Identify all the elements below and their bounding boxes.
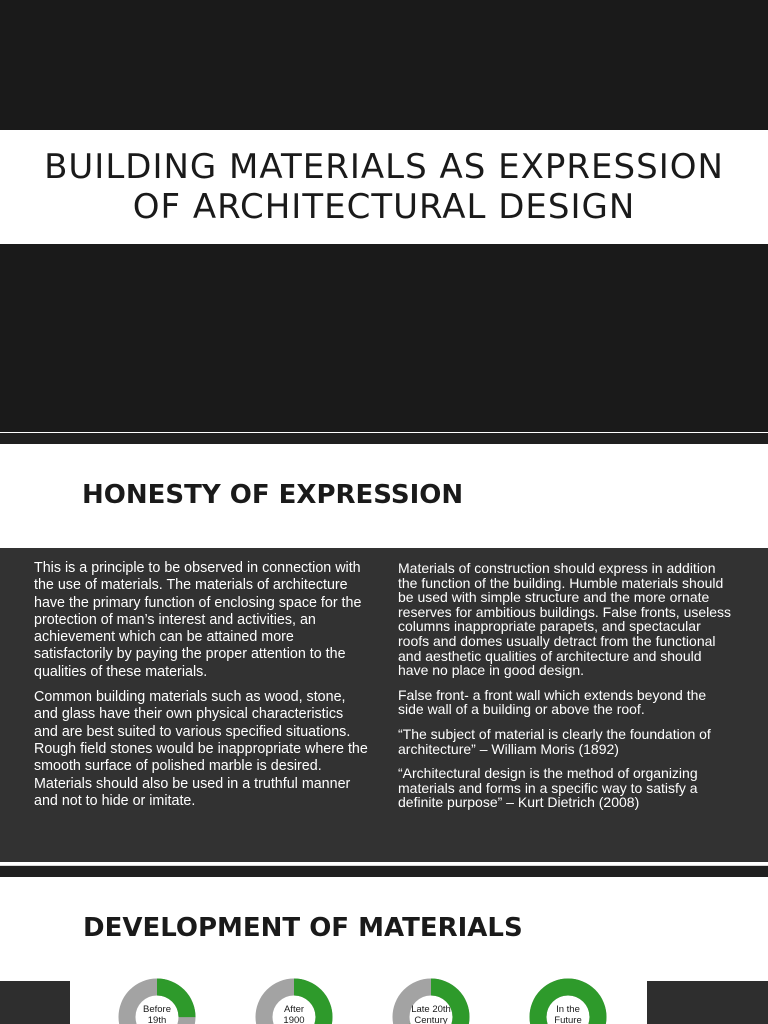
development-slide <box>0 877 768 1024</box>
content-panel <box>0 548 768 862</box>
donut-label <box>254 1004 334 1024</box>
side-panel-left <box>0 981 70 1024</box>
donut-label <box>117 1004 197 1024</box>
donut-in-the-future <box>528 977 608 1024</box>
slide-gap <box>0 866 768 877</box>
title-line-1: BUILDING MATERIALS AS EXPRESSION <box>44 147 724 187</box>
donut-label <box>391 1004 471 1024</box>
donut-before-19th <box>117 977 197 1024</box>
slide-title <box>44 147 724 227</box>
donut-label <box>528 1004 608 1024</box>
side-panel-right <box>647 981 768 1024</box>
quote: “The subject of material is clearly the foundation of architecture” – William Moris (1892) <box>398 725 711 757</box>
title-band <box>0 130 768 244</box>
label-line-1: After <box>283 1004 305 1015</box>
honesty-slide <box>0 444 768 866</box>
label-line-2: 19th <box>147 1015 167 1024</box>
right-column <box>398 561 734 820</box>
label-line-1: In the <box>556 1004 580 1015</box>
slide-heading: DEVELOPMENT OF MATERIALS <box>83 913 523 943</box>
label-line-2: Century <box>414 1015 448 1024</box>
paragraph: Materials of construction should express in addition the function of the building. Humble materials should be used with simple structure and the more ornate reserves for ambitious buildings. False fronts, useless columns inappropriate parapets, and spectacular roofs and domes usually detract from the functional and aesthetic qualities of architecture and should have no place in good design. <box>398 560 732 679</box>
slide-heading: HONESTY OF EXPRESSION <box>82 480 464 510</box>
paragraph: False front- a front wall which extends beyond the side wall of a building or above the roof. <box>398 686 707 718</box>
paragraph: This is a principle to be observed in connection with the use of materials. The materials of architecture have the primary function of enclosing space for the protection of man’s interest and activities, an achievement which can be attained more satisfactorily by paying the proper attention to the qualities of these materials. <box>34 560 362 680</box>
label-line-2: 1900 <box>283 1015 305 1024</box>
label-line-2: Future <box>554 1015 582 1024</box>
slide-gap <box>0 433 768 444</box>
donut-late-20th <box>391 977 471 1024</box>
title-slide <box>0 0 768 432</box>
title-line-2: OF ARCHITECTURAL DESIGN <box>132 187 636 227</box>
label-line-1: Late 20th <box>411 1004 451 1015</box>
quote: “Architectural design is the method of organizing materials and forms in a specific way to satisfy a definite purpose” – Kurt Dietrich (2008) <box>398 765 698 811</box>
donut-after-1900 <box>254 977 334 1024</box>
left-column <box>34 560 370 818</box>
label-line-1: Before <box>143 1004 171 1015</box>
paragraph: Common building materials such as wood, stone, and glass have their own physical characteristics and are best suited to various specified situations. Rough field stones would be inappropriate where the smooth surface of polished marble is desired. Materials should also be used in a truthful manner and not to hide or imitate. <box>34 689 368 809</box>
